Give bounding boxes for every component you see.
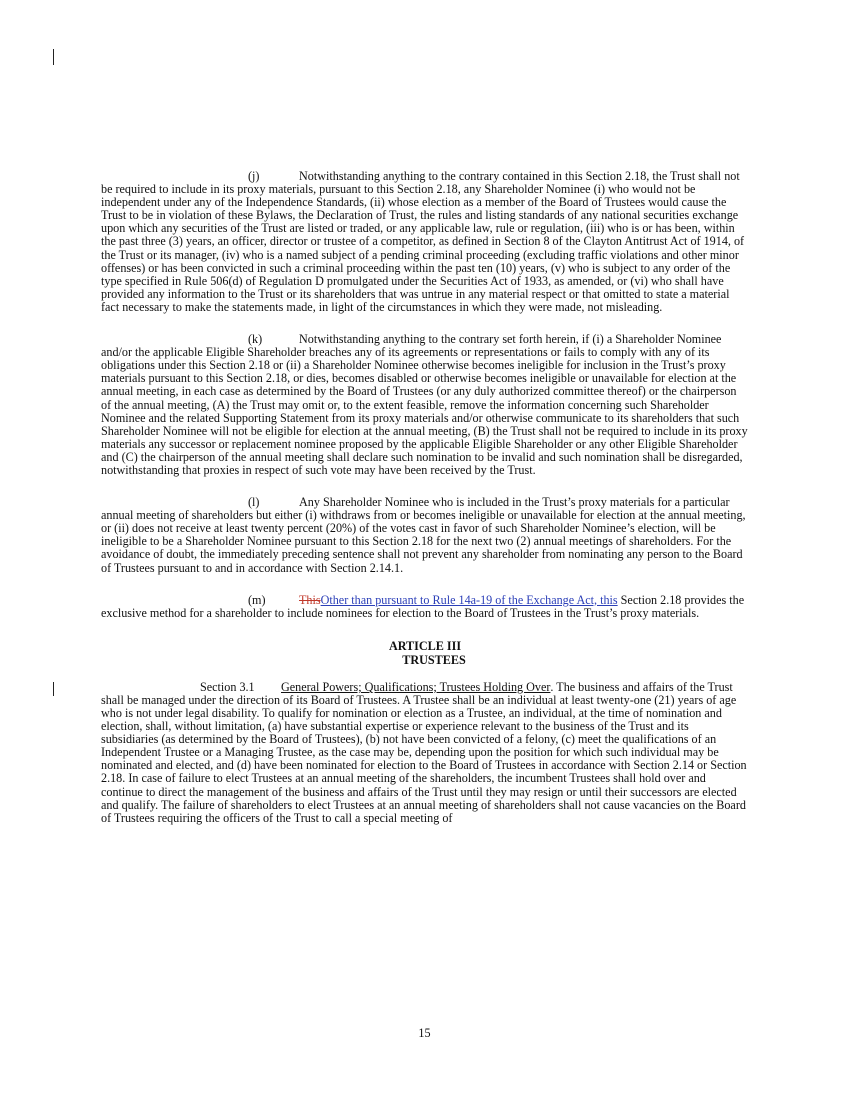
revision-change-bar-m xyxy=(53,682,54,696)
paragraph-number: (m) xyxy=(248,592,266,607)
paragraph-text: Section 2.18 provides the exclusive method for a shareholder to include nominees for election to the Board of Trustees in the Trust’s proxy materials. xyxy=(101,592,745,620)
section-title: General Powers; Qualifications; Trustees Holding Over xyxy=(281,679,551,694)
article-heading xyxy=(101,639,749,667)
paragraph-text: Notwithstanding anything to the contrary contained in this Section 2.18, the Trust shall not be required to include in its proxy materials, pursuant to this Section 2.18, any Shareholder Nominee (i) who would not be independent under any of the Independence Standards, (ii) whose election as a member of the Board of Trustees would cause the Trust to be in violation of these Bylaws, the Declaration of Trust, the rules and listing standards of any national securities exchange upon which any securities of the Trust are listed or traded, or any applicable law, rule or regulation, (iii) who is or has been, within the past three (3) years, an officer, director or trustee of a competitor, as defined in Section 8 of the Clayton Antitrust Act of 1914, of the Trust or its manager, (iv) who is a named subject of a pending criminal proceeding (excluding traffic violations and other minor offenses) or has been convicted in such a criminal proceeding within the past ten (10) years, (v) who is subject to any order of the type specified in Rule 506(d) of Regulation D promulgated under the Securities Act of 1933, as amended, or (vi) who shall have provided any information to the Trust or its shareholders that was untrue in any material respect or that omitted to state a material fact necessary to make the statements made, in light of the circumstances in which they were made, not misleading. xyxy=(101,169,745,314)
inserted-text: Other than pursuant to Rule 14a-19 of the Exchange Act, this xyxy=(320,592,618,607)
paragraph-number: (k) xyxy=(248,332,263,347)
paragraph-j xyxy=(101,170,749,314)
deleted-text: This xyxy=(299,592,321,607)
paragraph-text: Any Shareholder Nominee who is included in the Trust’s proxy materials for a particular annual meeting of shareholders but either (i) withdraws from or becomes ineligible or unavailable for election at the annual meeting, or (ii) does not receive at least twenty percent (20%) of the votes cast in favor of such Shareholder Nominee’s election, will be ineligible to be a Shareholder Nominee pursuant to this Section 2.18 for the next two (2) annual meetings of shareholders. For the avoidance of doubt, the immediately preceding sentence shall not prevent any shareholder from nominating any person to the Board of Trustees pursuant to and in accordance with Section 2.14.1. xyxy=(101,495,746,575)
document-body xyxy=(101,170,749,844)
article-number: ARTICLE III xyxy=(388,638,462,653)
article-title: TRUSTEES xyxy=(402,652,466,667)
paragraph-l xyxy=(101,496,749,575)
paragraph-k xyxy=(101,333,749,477)
paragraph-text: Notwithstanding anything to the contrary set forth herein, if (i) a Shareholder Nominee and/or the applicable Eligible Shareholder breaches any of its agreements or representations or fails to comply with any of its obligations under this Section 2.18 or (ii) a Shareholder Nominee otherwise becomes ineligible for inclusion in the Trust’s proxy materials pursuant to this Section 2.18, or dies, becomes disabled or otherwise becomes ineligible or unavailable for election at the annual meeting, in each case as determined by the Board of Trustees (or any duly authorized committee thereof) or the chairperson of the annual meeting, (A) the Trust may omit or, to the extent feasible, remove the information concerning such Shareholder Nominee and the related Supporting Statement from its proxy materials and/or otherwise communicate to its shareholders that such Shareholder Nominee will not be eligible for election at the annual meeting, (B) the Trust shall not be required to include in its proxy materials any successor or replacement nominee proposed by the applicable Eligible Shareholder or any other Eligible Shareholder and (C) the chairperson of the annual meeting shall declare such nomination to be invalid and such nomination shall be disregarded, notwithstanding that proxies in respect of such vote may have been received by the Trust. xyxy=(101,332,748,477)
paragraph-m xyxy=(101,594,749,620)
revision-change-bar-top xyxy=(53,49,54,65)
paragraph-number: (l) xyxy=(248,495,260,510)
paragraph-number: (j) xyxy=(248,169,260,183)
section-number: Section 3.1 xyxy=(200,679,255,694)
section-3-1 xyxy=(101,681,749,825)
section-text: . The business and affairs of the Trust shall be managed under the direction of its Board of Trustees. A Trustee shall be an individual at least twenty-one (21) years of age who is not under legal disability. To qualify for nomination or election as a Trustee, an individual, at the time of nomination and election, shall, without limitation, (a) have substantial expertise or experience relevant to the business of the Trust and its subsidiaries (as determined by the Board of Trustees), (b) not have been convicted of a felony, (c) meet the qualifications of an Independent Trustee or a Managing Trustee, as the case may be, depending upon the position for which such individual may be nominated and elected, and (d) have been nominated for election to the Board of Trustees in accordance with Section 2.14 or Section 2.18. In case of failure to elect Trustees at an annual meeting of the shareholders, the incumbent Trustees shall hold over and continue to direct the management of the business and affairs of the Trust until they may resign or until their successors are elected and qualify. The failure of shareholders to elect Trustees at an annual meeting of shareholders shall not cause vacancies on the Board of Trustees requiring the officers of the Trust to call a special meeting of xyxy=(101,679,747,825)
page-number: 15 xyxy=(418,1026,431,1040)
